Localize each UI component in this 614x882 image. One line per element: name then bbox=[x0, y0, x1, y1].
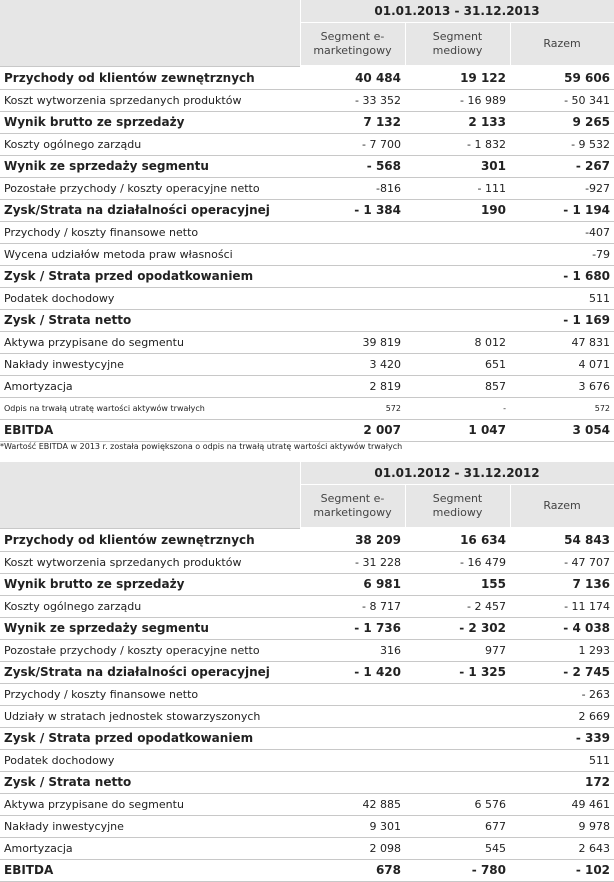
value-media bbox=[405, 266, 510, 288]
row-label: Koszty ogólnego zarządu bbox=[0, 596, 300, 618]
row-label: Zysk / Strata przed opodatkowaniem bbox=[0, 266, 300, 288]
value-emarketing bbox=[300, 244, 405, 266]
table-row bbox=[0, 376, 614, 398]
value-emarketing: 2 819 bbox=[300, 376, 405, 398]
value-emarketing bbox=[300, 310, 405, 332]
value-media: 301 bbox=[405, 156, 510, 178]
value-emarketing bbox=[300, 728, 405, 750]
row-label: EBITDA bbox=[0, 860, 300, 882]
value-emarketing: -816 bbox=[300, 178, 405, 200]
table-row bbox=[0, 662, 614, 684]
ebitda-footnote: *Wartość EBITDA w 2013 r. została powiększona o odpis na trwałą utratę wartości aktywów trwałych bbox=[0, 442, 403, 451]
row-label: Przychody / koszty finansowe netto bbox=[0, 222, 300, 244]
value-total: -407 bbox=[510, 222, 614, 244]
value-media bbox=[405, 222, 510, 244]
value-total: - 47 707 bbox=[510, 552, 614, 574]
period-heading: 01.01.2013 - 31.12.2013 bbox=[300, 0, 614, 23]
value-media: - 1 325 bbox=[405, 662, 510, 684]
value-total: - 1 194 bbox=[510, 200, 614, 222]
table-row bbox=[0, 310, 614, 332]
row-label: Nakłady inwestycyjne bbox=[0, 354, 300, 376]
value-media: - 16 479 bbox=[405, 552, 510, 574]
value-total: 511 bbox=[510, 288, 614, 310]
table-row bbox=[0, 134, 614, 156]
value-emarketing: 39 819 bbox=[300, 332, 405, 354]
col-header-emarketing: Segment e-marketingowy bbox=[300, 23, 405, 67]
value-total: 172 bbox=[510, 772, 614, 794]
table-row bbox=[0, 552, 614, 574]
table-row bbox=[0, 529, 614, 552]
row-label: Wynik ze sprzedaży segmentu bbox=[0, 618, 300, 640]
row-label: Pozostałe przychody / koszty operacyjne netto bbox=[0, 178, 300, 200]
value-media: 677 bbox=[405, 816, 510, 838]
value-emarketing: 2 007 bbox=[300, 420, 405, 442]
value-emarketing: - 7 700 bbox=[300, 134, 405, 156]
value-emarketing: 2 098 bbox=[300, 838, 405, 860]
table-row bbox=[0, 772, 614, 794]
value-total: - 339 bbox=[510, 728, 614, 750]
value-total: 7 136 bbox=[510, 574, 614, 596]
value-media: 6 576 bbox=[405, 794, 510, 816]
value-total: 572 bbox=[510, 398, 614, 420]
row-label: Zysk/Strata na działalności operacyjnej bbox=[0, 662, 300, 684]
table-row bbox=[0, 750, 614, 772]
value-total: - 267 bbox=[510, 156, 614, 178]
value-emarketing: 316 bbox=[300, 640, 405, 662]
value-emarketing: - 568 bbox=[300, 156, 405, 178]
row-label: Podatek dochodowy bbox=[0, 750, 300, 772]
value-emarketing bbox=[300, 684, 405, 706]
row-label: Aktywa przypisane do segmentu bbox=[0, 332, 300, 354]
value-media: - 2 302 bbox=[405, 618, 510, 640]
row-label: Amortyzacja bbox=[0, 838, 300, 860]
value-media: 190 bbox=[405, 200, 510, 222]
value-media bbox=[405, 244, 510, 266]
row-label: Zysk / Strata netto bbox=[0, 772, 300, 794]
table-row bbox=[0, 794, 614, 816]
value-total: 1 293 bbox=[510, 640, 614, 662]
value-media bbox=[405, 750, 510, 772]
value-emarketing: 678 bbox=[300, 860, 405, 882]
row-label: Zysk / Strata przed opodatkowaniem bbox=[0, 728, 300, 750]
value-media: 16 634 bbox=[405, 529, 510, 552]
value-emarketing: 40 484 bbox=[300, 67, 405, 90]
value-emarketing: 38 209 bbox=[300, 529, 405, 552]
row-label: Przychody / koszty finansowe netto bbox=[0, 684, 300, 706]
table-row bbox=[0, 90, 614, 112]
table-row bbox=[0, 332, 614, 354]
value-media bbox=[405, 706, 510, 728]
value-media: 977 bbox=[405, 640, 510, 662]
value-total: - 1 169 bbox=[510, 310, 614, 332]
row-label: Udziały w stratach jednostek stowarzyszonych bbox=[0, 706, 300, 728]
table-row bbox=[0, 420, 614, 442]
value-total: 2 643 bbox=[510, 838, 614, 860]
value-total: - 9 532 bbox=[510, 134, 614, 156]
table-row bbox=[0, 354, 614, 376]
value-emarketing bbox=[300, 266, 405, 288]
table-row bbox=[0, 618, 614, 640]
value-total: -927 bbox=[510, 178, 614, 200]
row-label: EBITDA bbox=[0, 420, 300, 442]
value-total: - 263 bbox=[510, 684, 614, 706]
col-header-total: Razem bbox=[510, 23, 614, 67]
value-media: 8 012 bbox=[405, 332, 510, 354]
value-total: -79 bbox=[510, 244, 614, 266]
value-media: 1 047 bbox=[405, 420, 510, 442]
value-total: - 1 680 bbox=[510, 266, 614, 288]
row-label: Wynik brutto ze sprzedaży bbox=[0, 574, 300, 596]
period-heading: 01.01.2012 - 31.12.2012 bbox=[300, 462, 614, 485]
row-label: Zysk / Strata netto bbox=[0, 310, 300, 332]
value-media bbox=[405, 288, 510, 310]
table-row bbox=[0, 728, 614, 750]
row-label: Koszt wytworzenia sprzedanych produktów bbox=[0, 552, 300, 574]
row-label: Koszty ogólnego zarządu bbox=[0, 134, 300, 156]
value-media bbox=[405, 728, 510, 750]
value-emarketing: 572 bbox=[300, 398, 405, 420]
value-emarketing: - 1 420 bbox=[300, 662, 405, 684]
row-label: Pozostałe przychody / koszty operacyjne netto bbox=[0, 640, 300, 662]
table-row bbox=[0, 156, 614, 178]
table-row bbox=[0, 112, 614, 134]
value-emarketing bbox=[300, 772, 405, 794]
row-label: Aktywa przypisane do segmentu bbox=[0, 794, 300, 816]
table-row bbox=[0, 244, 614, 266]
table-row bbox=[0, 178, 614, 200]
table-row bbox=[0, 640, 614, 662]
value-media: - 1 832 bbox=[405, 134, 510, 156]
table-row bbox=[0, 200, 614, 222]
table-row bbox=[0, 67, 614, 90]
table-row bbox=[0, 816, 614, 838]
table-row bbox=[0, 596, 614, 618]
table-row bbox=[0, 706, 614, 728]
value-emarketing: - 8 717 bbox=[300, 596, 405, 618]
value-total: - 2 745 bbox=[510, 662, 614, 684]
value-total: 3 054 bbox=[510, 420, 614, 442]
value-emarketing: - 33 352 bbox=[300, 90, 405, 112]
row-label: Przychody od klientów zewnętrznych bbox=[0, 529, 300, 552]
table-row bbox=[0, 266, 614, 288]
value-emarketing: 6 981 bbox=[300, 574, 405, 596]
value-total: 3 676 bbox=[510, 376, 614, 398]
value-total: - 11 174 bbox=[510, 596, 614, 618]
value-total: 4 071 bbox=[510, 354, 614, 376]
value-emarketing bbox=[300, 288, 405, 310]
value-emarketing bbox=[300, 750, 405, 772]
value-total: - 4 038 bbox=[510, 618, 614, 640]
value-media: 2 133 bbox=[405, 112, 510, 134]
row-label: Podatek dochodowy bbox=[0, 288, 300, 310]
value-media: 155 bbox=[405, 574, 510, 596]
value-media bbox=[405, 684, 510, 706]
segment-table-2012 bbox=[0, 462, 614, 882]
value-media: 857 bbox=[405, 376, 510, 398]
value-emarketing bbox=[300, 706, 405, 728]
value-media: - 780 bbox=[405, 860, 510, 882]
row-label: Amortyzacja bbox=[0, 376, 300, 398]
value-media: - 16 989 bbox=[405, 90, 510, 112]
value-emarketing: 9 301 bbox=[300, 816, 405, 838]
value-total: - 102 bbox=[510, 860, 614, 882]
value-emarketing: 3 420 bbox=[300, 354, 405, 376]
value-emarketing bbox=[300, 222, 405, 244]
value-emarketing: 7 132 bbox=[300, 112, 405, 134]
value-total: 2 669 bbox=[510, 706, 614, 728]
header-period-row bbox=[0, 0, 614, 23]
value-emarketing: - 1 384 bbox=[300, 200, 405, 222]
table-row bbox=[0, 574, 614, 596]
row-label: Wycena udziałów metoda praw własności bbox=[0, 244, 300, 266]
col-header-media: Segment mediowy bbox=[405, 485, 510, 529]
header-period-row bbox=[0, 462, 614, 485]
value-total: 9 978 bbox=[510, 816, 614, 838]
value-media bbox=[405, 310, 510, 332]
value-total: 59 606 bbox=[510, 67, 614, 90]
value-media bbox=[405, 772, 510, 794]
value-media: 19 122 bbox=[405, 67, 510, 90]
value-total: 49 461 bbox=[510, 794, 614, 816]
value-total: 54 843 bbox=[510, 529, 614, 552]
row-label: Wynik ze sprzedaży segmentu bbox=[0, 156, 300, 178]
table-row bbox=[0, 288, 614, 310]
row-label: Nakłady inwestycyjne bbox=[0, 816, 300, 838]
row-label: Koszt wytworzenia sprzedanych produktów bbox=[0, 90, 300, 112]
value-emarketing: 42 885 bbox=[300, 794, 405, 816]
col-header-media: Segment mediowy bbox=[405, 23, 510, 67]
table-row bbox=[0, 838, 614, 860]
header-blank-cell bbox=[0, 462, 300, 529]
col-header-emarketing: Segment e-marketingowy bbox=[300, 485, 405, 529]
value-total: - 50 341 bbox=[510, 90, 614, 112]
value-media: - 111 bbox=[405, 178, 510, 200]
value-total: 9 265 bbox=[510, 112, 614, 134]
value-total: 47 831 bbox=[510, 332, 614, 354]
table-row bbox=[0, 398, 614, 420]
header-blank-cell bbox=[0, 0, 300, 67]
col-header-total: Razem bbox=[510, 485, 614, 529]
row-label: Wynik brutto ze sprzedaży bbox=[0, 112, 300, 134]
value-media: - 2 457 bbox=[405, 596, 510, 618]
value-media: 651 bbox=[405, 354, 510, 376]
table-row bbox=[0, 222, 614, 244]
value-media: - bbox=[405, 398, 510, 420]
table-row bbox=[0, 684, 614, 706]
row-label: Zysk/Strata na działalności operacyjnej bbox=[0, 200, 300, 222]
value-emarketing: - 1 736 bbox=[300, 618, 405, 640]
value-emarketing: - 31 228 bbox=[300, 552, 405, 574]
row-label: Odpis na trwałą utratę wartości aktywów trwałych bbox=[0, 398, 300, 420]
value-total: 511 bbox=[510, 750, 614, 772]
value-media: 545 bbox=[405, 838, 510, 860]
row-label: Przychody od klientów zewnętrznych bbox=[0, 67, 300, 90]
